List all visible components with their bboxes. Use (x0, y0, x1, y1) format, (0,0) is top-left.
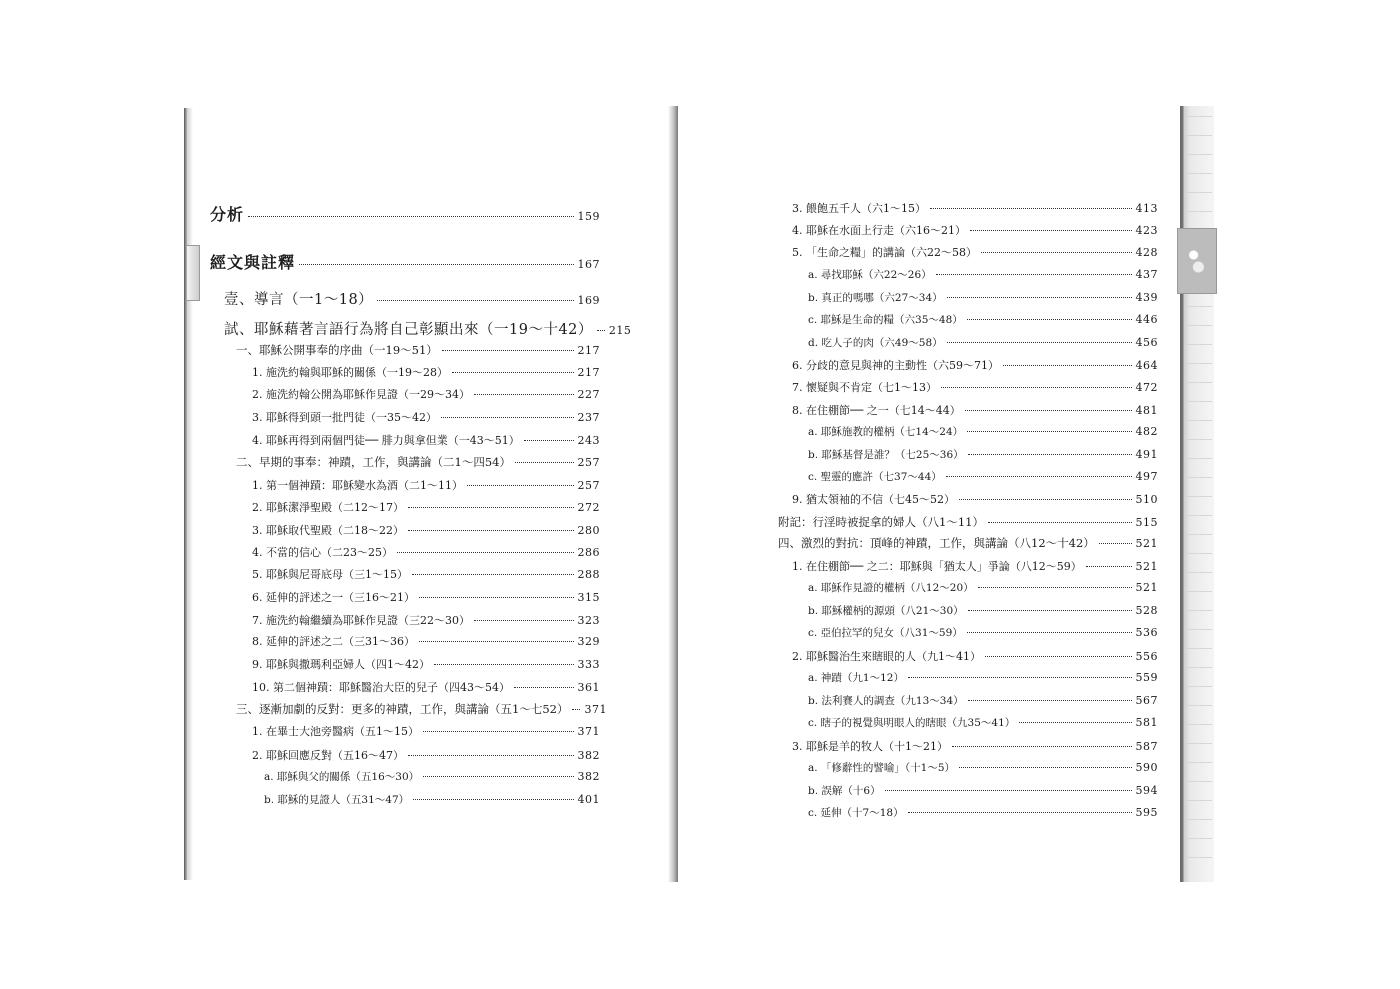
left-thumb-tab (187, 245, 200, 301)
toc-entry (808, 580, 1158, 595)
dot-leader (377, 300, 573, 301)
dot-leader (959, 767, 1131, 768)
dot-leader (968, 610, 1132, 611)
toc-page-number: 491 (1135, 448, 1158, 461)
dot-leader (412, 574, 574, 575)
toc-page-number: 521 (1135, 560, 1158, 573)
toc-entry (236, 342, 600, 358)
toc-entry-title: 9. 耶穌與撒瑪利亞婦人（四1～42） (252, 658, 430, 671)
toc-entry (808, 670, 1158, 685)
dot-leader (452, 372, 574, 373)
dot-leader (423, 731, 574, 732)
toc-entry-title: 2. 耶穌醫治生來瞎眼的人（九1～41） (792, 650, 981, 663)
dot-leader (423, 776, 573, 777)
toc-entry-title: 4. 耶穌再得到兩個門徒── 腓力與拿但業（一43～51） (252, 434, 520, 447)
dot-leader (1019, 722, 1131, 723)
toc-page-number: 428 (1135, 246, 1158, 259)
toc-entry-title: d. 吃人子的肉（六49～58） (808, 337, 943, 349)
dot-leader (524, 440, 574, 441)
toc-entry-title: 二、早期的事奉：神蹟，工作，與講論（二1～四54） (236, 455, 511, 469)
dot-leader (978, 587, 1132, 588)
toc-entry-title: c. 延伸（十7～18） (808, 807, 904, 819)
toc-entry (252, 633, 600, 649)
toc-entry-title: 8. 延伸的評述之二（三31～36） (252, 635, 415, 648)
toc-page-number: 323 (577, 614, 600, 627)
page-edge-line (1186, 515, 1212, 516)
page-edge-line (1186, 686, 1212, 687)
toc-entry-title: a. 「修辭性的譬喻」（十1～5） (808, 762, 956, 774)
page-edge-line (1186, 477, 1212, 478)
page-edge-line (1186, 553, 1212, 554)
toc-page-number: 587 (1135, 740, 1158, 753)
toc-page-number: 382 (577, 749, 600, 762)
page-edge-line (1186, 382, 1212, 383)
dot-leader (442, 350, 574, 351)
toc-page-number: 257 (577, 479, 600, 492)
toc-entry-title: 7. 施洗約翰繼續為耶穌作見證（三22～30） (252, 614, 470, 627)
dot-leader (1003, 365, 1132, 366)
toc-entry (792, 738, 1158, 754)
page-edge-line (1186, 857, 1212, 858)
toc-entry-title: 1. 第一個神蹟：耶穌變水為酒（二1～11） (252, 479, 463, 492)
toc-entry-title: 6. 延伸的評述之一（三16～21） (252, 591, 415, 604)
toc-page-number: 237 (577, 411, 600, 424)
toc-entry-title: b. 耶穌權柄的源頭（八21～30） (808, 605, 964, 617)
toc-entry (778, 514, 1158, 530)
toc-entry-title: 2. 耶穌回應反對（五16～47） (252, 749, 404, 762)
toc-entry-title: 4. 耶穌在水面上行走（六16～21） (792, 224, 966, 237)
dot-leader (408, 507, 574, 508)
toc-entry-title: 10. 第二個神蹟：耶穌醫治大臣的兒子（四43～54） (252, 681, 510, 694)
toc-page-number: 595 (1135, 806, 1158, 819)
page-edge-line (1186, 629, 1212, 630)
dot-leader (419, 597, 574, 598)
dot-leader (959, 499, 1132, 500)
toc-entry (264, 769, 600, 784)
toc-entry (808, 693, 1158, 708)
toc-page-number: 594 (1135, 784, 1158, 797)
toc-entry (808, 424, 1158, 439)
toc-page-number: 227 (577, 388, 600, 401)
dot-leader (967, 431, 1131, 432)
dot-leader (908, 812, 1132, 813)
dot-leader (408, 755, 574, 756)
toc-page-number: 497 (1135, 470, 1158, 483)
dot-leader (968, 454, 1132, 455)
toc-entry-title: 1. 施洗約翰與耶穌的關係（一19～28） (252, 366, 448, 379)
toc-entry-title: b. 耶穌基督是誰？（七25～36） (808, 449, 964, 461)
toc-page-number: 217 (577, 366, 600, 379)
toc-entry (808, 312, 1158, 327)
page-edge-line (1186, 325, 1212, 326)
page-edge-line (1186, 667, 1212, 668)
toc-page-number: 536 (1135, 626, 1158, 639)
page-edge-line (1186, 838, 1212, 839)
toc-entry-title: a. 耶穌與父的關係（五16～30） (264, 771, 420, 783)
toc-entry-title: b. 誤解（十6） (808, 785, 881, 797)
dot-leader (597, 330, 605, 331)
toc-page-number: 286 (577, 546, 600, 559)
toc-page-number: 361 (577, 681, 600, 694)
page-edge-line (1186, 173, 1212, 174)
left-page-edge (184, 108, 187, 880)
page-edge-line (1186, 781, 1212, 782)
dot-leader (419, 641, 574, 642)
toc-entry-title: a. 耶穌施教的權柄（七14～24） (808, 426, 964, 438)
page-edge-line (1186, 648, 1212, 649)
toc-page-number: 382 (577, 770, 600, 783)
dot-leader (946, 476, 1132, 477)
dot-leader (968, 700, 1132, 701)
toc-page-number: 217 (577, 344, 600, 357)
right-page-edge (1180, 106, 1214, 882)
toc-page-number: 423 (1135, 224, 1158, 237)
toc-entry-title: 5. 耶穌與尼哥底母（三1～15） (252, 568, 408, 581)
dot-leader (408, 530, 574, 531)
dot-leader (941, 387, 1132, 388)
toc-entry-title: 3. 耶穌得到頭一批門徒（一35～42） (252, 411, 437, 424)
dot-leader (299, 264, 573, 265)
toc-page-number: 521 (1135, 537, 1158, 550)
toc-entry (252, 747, 600, 763)
page-edge-line (1186, 496, 1212, 497)
toc-entry (210, 250, 600, 273)
toc-page-number: 280 (577, 524, 600, 537)
page-edge-line (1186, 192, 1212, 193)
dot-leader (985, 656, 1132, 657)
toc-page-number: 482 (1135, 425, 1158, 438)
dot-leader (474, 620, 574, 621)
page-edge-line (1186, 363, 1212, 364)
toc-entry-title: b. 法利賽人的調查（九13～34） (808, 695, 964, 707)
toc-page-number: 559 (1135, 671, 1158, 684)
toc-entry (792, 648, 1158, 664)
toc-entry-title: b. 耶穌的見證人（五31～47） (264, 794, 410, 806)
toc-entry (778, 535, 1158, 551)
book-gutter (668, 106, 678, 882)
toc-entry-title: 8. 在住棚節── 之一（七14～44） (792, 404, 961, 417)
page-edge-line (1186, 211, 1212, 212)
toc-entry (236, 454, 600, 470)
toc-page-number: 456 (1135, 336, 1158, 349)
toc-entry (224, 318, 632, 339)
toc-page-number: 169 (577, 294, 600, 307)
toc-entry-title: a. 神蹟（九1～12） (808, 672, 904, 684)
toc-entry-title: 壹、導言（一1～18） (224, 292, 374, 308)
dot-leader (988, 522, 1132, 523)
toc-page-number: 581 (1135, 716, 1158, 729)
dot-leader (572, 709, 580, 710)
dot-leader (965, 410, 1132, 411)
toc-entry-title: 2. 耶穌潔淨聖殿（二12～17） (252, 501, 404, 514)
toc-entry (792, 558, 1158, 574)
toc-entry-title: 7. 懷疑與不肯定（七1～13） (792, 381, 937, 394)
toc-page-number: 590 (1135, 761, 1158, 774)
toc-entry (252, 656, 600, 672)
page-edge-line (1186, 458, 1212, 459)
toc-entry (792, 200, 1158, 216)
dot-leader (936, 274, 1132, 275)
toc-entry (252, 544, 600, 560)
toc-page-number: 159 (577, 210, 600, 223)
toc-entry (252, 589, 600, 605)
toc-page-number: 243 (577, 434, 600, 447)
page-edge-line (1186, 819, 1212, 820)
dot-leader (413, 799, 573, 800)
toc-page-number: 437 (1135, 268, 1158, 281)
toc-entry (252, 364, 600, 380)
page-edge-line (1186, 116, 1212, 117)
toc-entry-title: 1. 在畢士大池旁醫病（五1～15） (252, 725, 419, 738)
page-edge-line (1186, 534, 1212, 535)
toc-entry-title: 5. 「生命之糧」的講論（六22～58） (792, 246, 977, 259)
toc-page-number: 215 (608, 324, 632, 337)
toc-entry-title: b. 真正的嗎哪（六27～34） (808, 292, 943, 304)
toc-entry (808, 267, 1158, 282)
toc-entry-title: 附記：行淫時被捉拿的婦人（八1～11） (778, 515, 984, 529)
dot-leader (397, 552, 574, 553)
toc-entry (792, 402, 1158, 418)
toc-page-number: 472 (1135, 381, 1158, 394)
dot-leader (981, 252, 1132, 253)
toc-entry (252, 566, 600, 582)
toc-entry (792, 357, 1158, 373)
toc-entry-title: 3. 耶穌取代聖殿（二18～22） (252, 524, 404, 537)
toc-entry (252, 723, 600, 739)
toc-entry-title: a. 耶穌作見證的權柄（八12～20） (808, 582, 974, 594)
toc-entry-title: 2. 施洗約翰公開為耶穌作見證（一29～34） (252, 388, 470, 401)
dot-leader (930, 208, 1132, 209)
toc-entry-title: 分析 (210, 205, 245, 224)
toc-entry-title: 3. 餵飽五千人（六1～15） (792, 202, 926, 215)
toc-entry (236, 701, 607, 717)
toc-entry-title: 9. 猶太領袖的不信（七45～52） (792, 493, 955, 506)
toc-entry (808, 625, 1158, 640)
dot-leader (434, 664, 574, 665)
page-edge-line (1186, 800, 1212, 801)
toc-entry (808, 783, 1158, 798)
toc-entry (808, 469, 1158, 484)
toc-page-number: 446 (1135, 313, 1158, 326)
toc-page-number: 510 (1135, 493, 1158, 506)
page-edge-line (1186, 306, 1212, 307)
dot-leader (947, 297, 1132, 298)
toc-entry (224, 288, 600, 309)
toc-entry (808, 760, 1158, 775)
toc-entry (210, 202, 600, 225)
toc-entry (252, 679, 600, 695)
toc-entry-title: a. 尋找耶穌（六22～26） (808, 269, 932, 281)
toc-entry-title: 1. 在住棚節── 之二：耶穌與「猶太人」爭論（八12～59） (792, 560, 1082, 573)
toc-page-number: 257 (577, 456, 600, 469)
toc-entry (252, 499, 600, 515)
page-edge-line (1186, 439, 1212, 440)
toc-entry-title: 3. 耶穌是羊的牧人（十1～21） (792, 740, 948, 753)
toc-page-number: 439 (1135, 291, 1158, 304)
page-edge-line (1186, 724, 1212, 725)
dot-leader (474, 394, 574, 395)
toc-page-number: 167 (577, 258, 600, 271)
dot-leader (514, 687, 574, 688)
toc-entry (808, 447, 1158, 462)
toc-entry-title: 一、耶穌公開事奉的序曲（一19～51） (236, 343, 438, 357)
toc-page-number: 464 (1135, 359, 1158, 372)
toc-entry-title: 四、激烈的對抗：頂峰的神蹟，工作，與講論（八12～十42） (778, 536, 1095, 550)
dot-leader (1086, 566, 1132, 567)
toc-entry (808, 805, 1158, 820)
toc-page-number: 556 (1135, 650, 1158, 663)
page-edge-line (1186, 762, 1212, 763)
page-edge-line (1186, 610, 1212, 611)
toc-page-number: 528 (1135, 604, 1158, 617)
page-edge-line (1186, 743, 1212, 744)
toc-page-number: 315 (577, 591, 600, 604)
page-edge-line (1186, 705, 1212, 706)
toc-entry-title: c. 亞伯拉罕的兒女（八31～59） (808, 627, 963, 639)
toc-entry (808, 290, 1158, 305)
toc-page-number: 329 (577, 635, 600, 648)
toc-entry (252, 432, 600, 448)
toc-entry (808, 715, 1158, 730)
toc-page-number: 515 (1135, 516, 1158, 529)
toc-entry-title: 三、逐漸加劇的反對：更多的神蹟，工作，與講論（五1～七52） (236, 702, 569, 716)
page-edge-line (1186, 135, 1212, 136)
dot-leader (967, 632, 1132, 633)
toc-page-number: 567 (1135, 694, 1158, 707)
toc-page-number: 521 (1135, 581, 1158, 594)
page-edge-line (1186, 344, 1212, 345)
toc-page-number: 371 (584, 703, 607, 716)
toc-entry (792, 379, 1158, 395)
dot-leader (515, 462, 574, 463)
toc-entry (792, 222, 1158, 238)
toc-entry (264, 792, 600, 807)
dot-leader (1099, 543, 1132, 544)
toc-entry-title: 經文與註釋 (210, 253, 296, 272)
toc-entry (252, 409, 600, 425)
toc-page-number: 333 (577, 658, 600, 671)
page-edge-line (1186, 401, 1212, 402)
toc-entry-title: 試、耶穌藉著言語行為將自己彰顯出來（一19～十42） (224, 322, 593, 338)
toc-page-number: 288 (577, 568, 600, 581)
toc-page-number: 413 (1135, 202, 1158, 215)
dot-leader (248, 216, 573, 217)
page-edge-line (1186, 572, 1212, 573)
page-edge-line (1186, 420, 1212, 421)
toc-entry-title: 6. 分歧的意見與神的主動性（六59～71） (792, 359, 999, 372)
right-thumb-tab (1177, 228, 1217, 294)
toc-entry (252, 477, 600, 493)
dot-leader (970, 230, 1132, 231)
toc-entry-title: c. 耶穌是生命的糧（六35～48） (808, 314, 963, 326)
dot-leader (967, 319, 1132, 320)
toc-entry (252, 386, 600, 402)
toc-page-number: 401 (577, 793, 600, 806)
dot-leader (952, 746, 1132, 747)
page-edge-line (1186, 591, 1212, 592)
toc-entry-title: 4. 不當的信心（二23～25） (252, 546, 393, 559)
toc-entry (808, 603, 1158, 618)
dot-leader (908, 677, 1132, 678)
toc-entry (252, 612, 600, 628)
toc-entry (792, 244, 1158, 260)
toc-entry-title: c. 瞎子的視覺與明眼人的瞎眼（九35～41） (808, 717, 1016, 729)
toc-entry (252, 522, 600, 538)
toc-page-number: 272 (577, 501, 600, 514)
dot-leader (947, 342, 1132, 343)
dot-leader (441, 417, 574, 418)
toc-entry (808, 335, 1158, 350)
dot-leader (885, 790, 1132, 791)
dot-leader (467, 485, 574, 486)
page-edge-line (1186, 154, 1212, 155)
toc-page-number: 371 (577, 725, 600, 738)
toc-entry-title: c. 聖靈的應許（七37～44） (808, 471, 942, 483)
toc-entry (792, 491, 1158, 507)
toc-page-number: 481 (1135, 404, 1158, 417)
